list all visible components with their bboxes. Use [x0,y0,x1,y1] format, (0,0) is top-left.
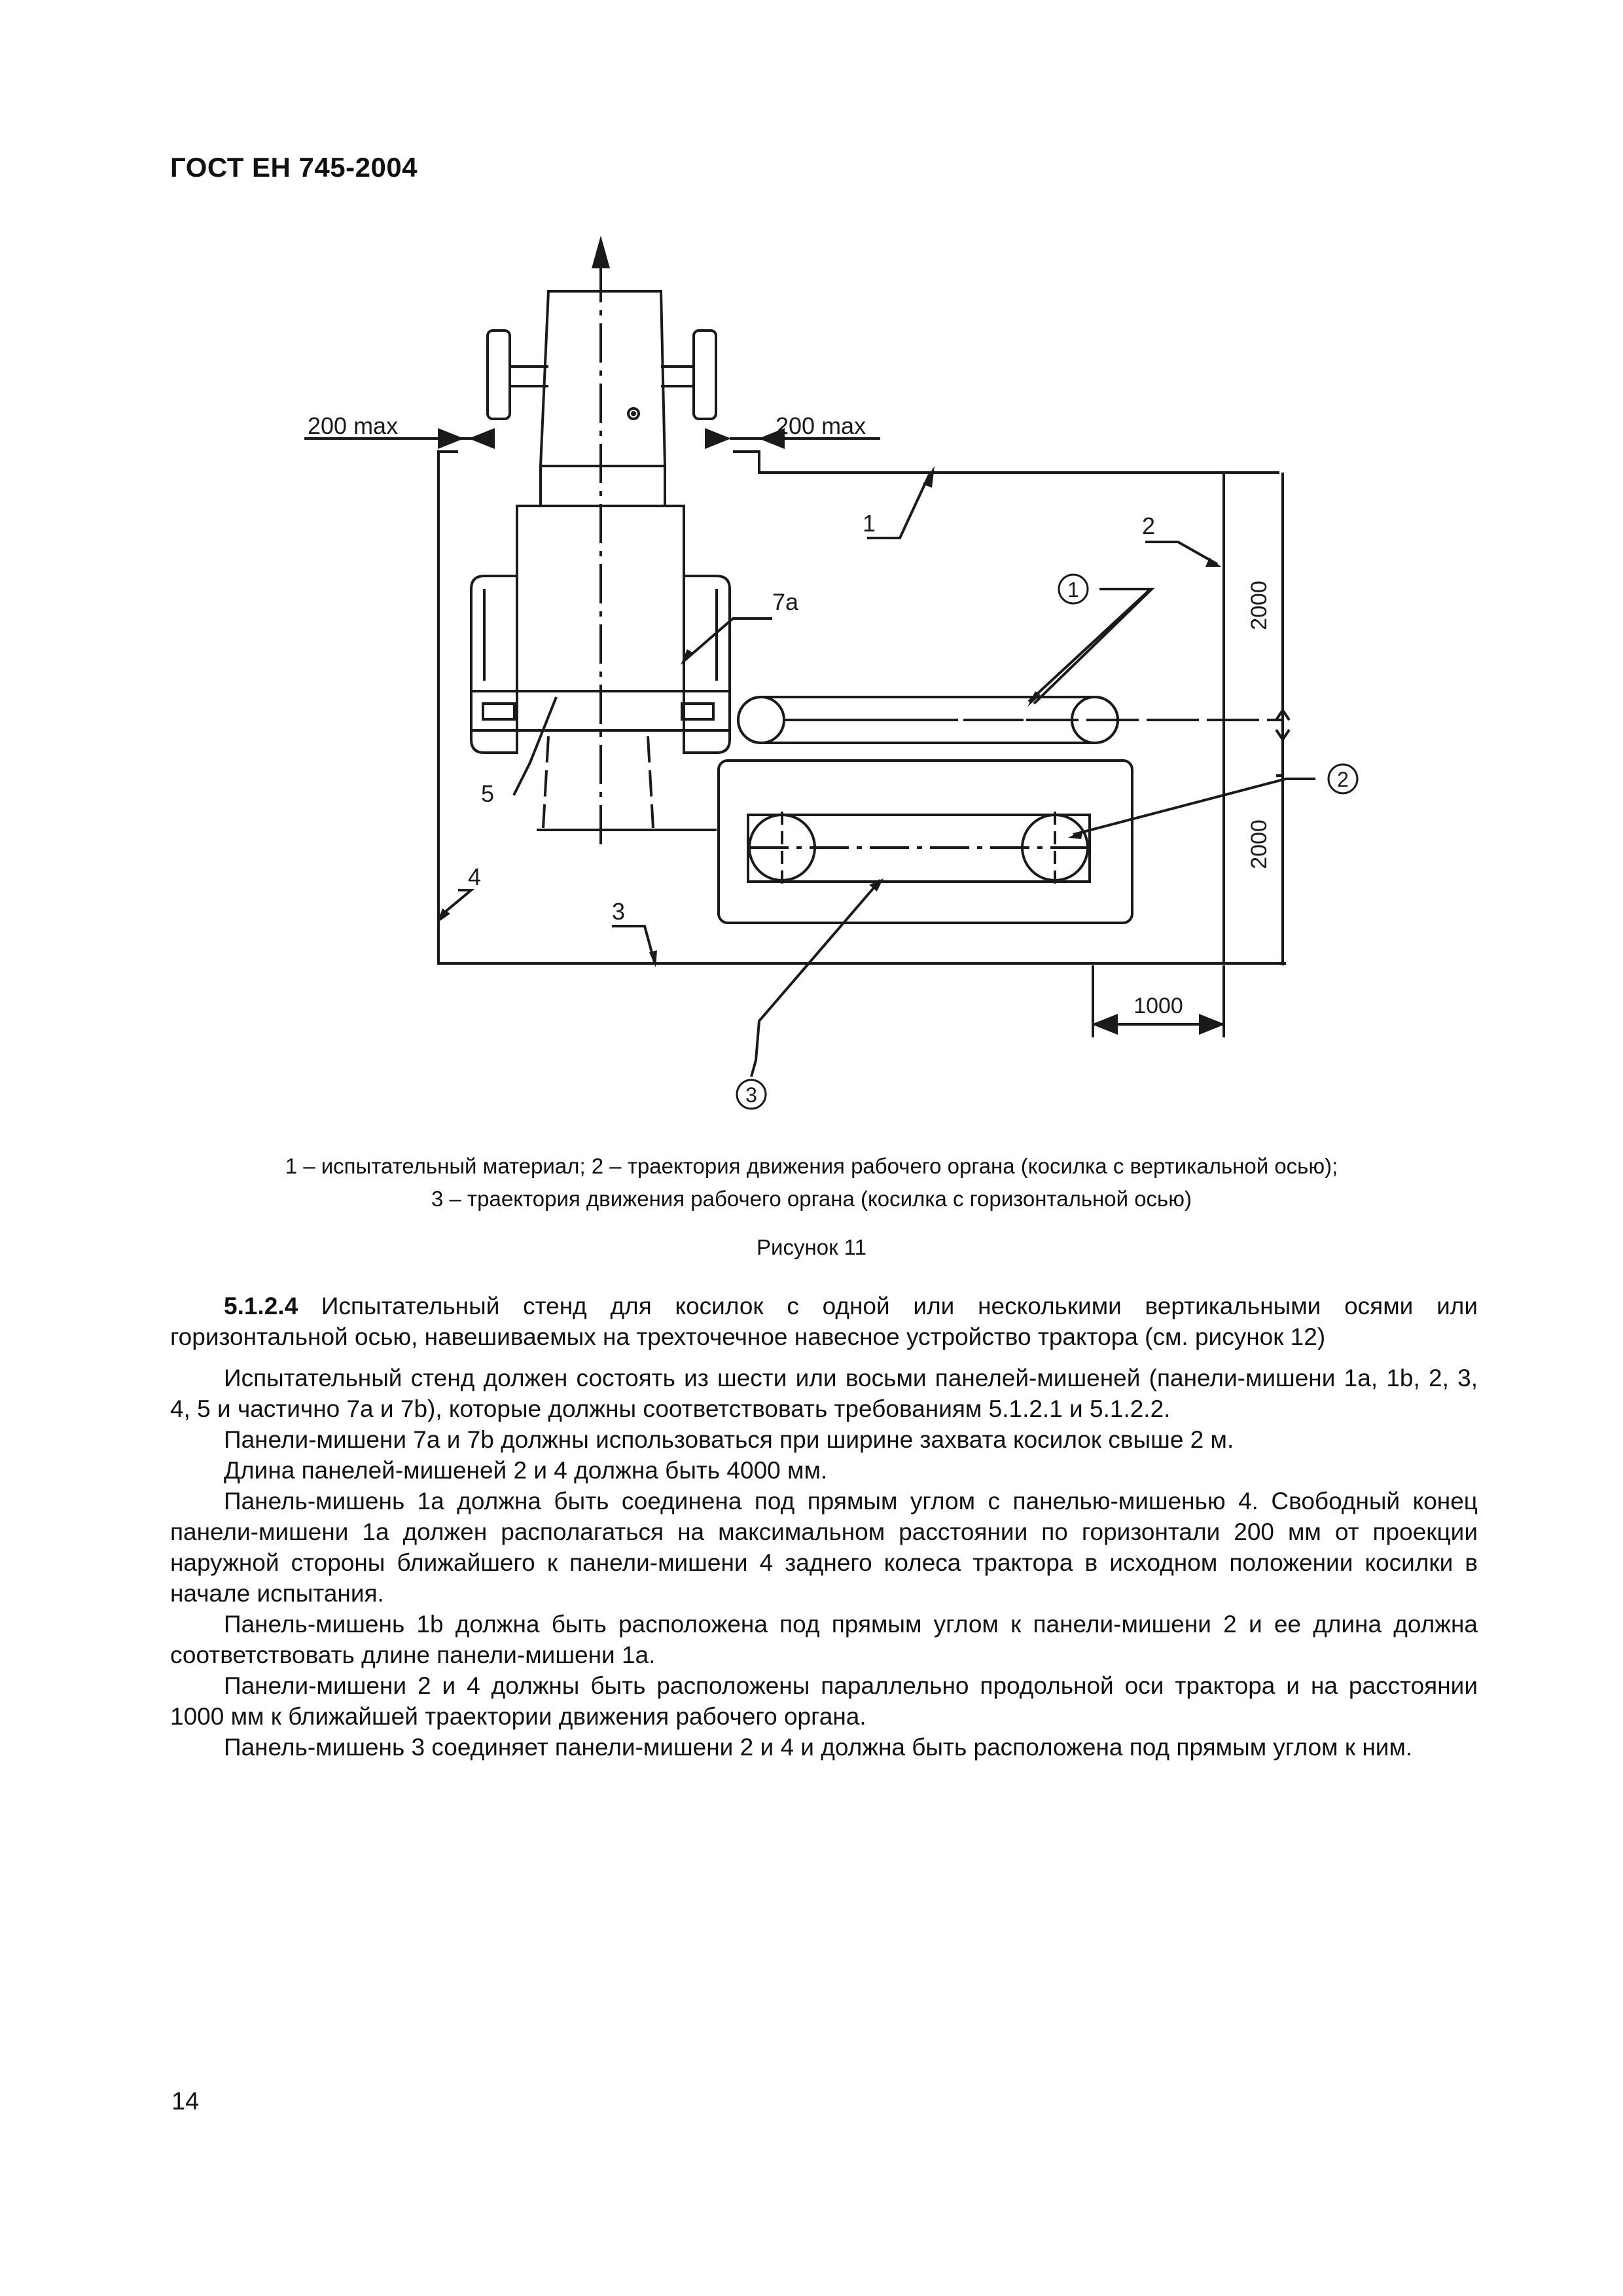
paragraph: Испытательный стенд должен состоять из шести или восьми панелей-мишеней (панели-мишени 1a, 1b, 2, 3, 4, 5 и частично 7a и 7b), которые должны соответствовать требованиям 5.1.2.1 и 5.1.2.2. [170,1365,1478,1422]
paragraph: Панели-мишени 7a и 7b должны использоваться при ширине захвата косилок свыше 2 м. [224,1426,1234,1453]
front-wheel-left [488,331,510,419]
target-panel-4 [438,452,1224,963]
rear-wheel-right [684,576,730,753]
figure-caption-line-2: 3 – траектория движения рабочего органа (косилка с горизонтальной осью) [431,1187,1192,1211]
label-2: 2 [1142,512,1156,539]
marker-circle-1-label: 1 [1067,578,1079,601]
rear-wheel-left [471,576,517,753]
paragraph: Панели-мишени 2 и 4 должны быть расположены параллельно продольной оси трактора и на расстоянии 1000 мм к ближайшей траектории движения рабочего органа. [170,1672,1478,1730]
section-intro-text: Испытательный стенд для косилок с одной или несколькими вертикальными осями или горизонтальной осью, навешиваемых на трехточечное навесное устройство трактора (см. рисунок 12) [170,1293,1478,1350]
paragraph: Панель-мишень 3 соединяет панели-мишени 2 и 4 и должна быть расположена под прямым углом к ним. [224,1734,1413,1761]
tractor-hood [541,291,665,466]
figure-caption-line-1: 1 – испытательный материал; 2 – траектория движения рабочего органа (косилка с вертикальной осью); [285,1154,1338,1178]
label-1000: 1000 [1133,994,1183,1018]
paragraph: Панель-мишень 1a должна быть соединена под прямым углом с панелью-мишенью 4. Свободный конец панели-мишени 1a должен располагаться на максимальном расстоянии по горизонтали 200 мм от проекции наружной стороны ближайшего к панели-мишени 4 заднего колеса трактора в исходном положении косилки в начале испытания. [170,1488,1478,1607]
label-1: 1 [863,510,876,537]
section-number: 5.1.2.4 [224,1293,298,1319]
figure-title: Рисунок 11 [757,1235,866,1259]
mower-path-horizontal-outer [719,761,1132,923]
marker-circle-3-label: 3 [745,1083,757,1107]
label-3: 3 [612,898,626,925]
front-wheel-right [694,331,716,419]
section-intro-paragraph [170,1291,1478,1352]
label-200max-right: 200 max [776,412,866,439]
label-2000-upper: 2000 [1247,581,1272,630]
marker-circle-2-label: 2 [1337,768,1349,791]
paragraph: Панель-мишень 1b должна быть расположена под прямым углом к панели-мишени 2 и ее длина должна соответствовать длине панели-мишени 1a. [170,1611,1478,1668]
label-4: 4 [468,863,482,890]
label-2000-lower: 2000 [1247,819,1272,869]
label-7a: 7a [772,588,799,615]
label-5: 5 [481,780,495,807]
document-header: ГОСТ ЕН 745-2004 [170,152,418,183]
paragraph: Длина панелей-мишеней 2 и 4 должна быть 4000 мм. [224,1457,828,1484]
page-number: 14 [171,2088,200,2115]
label-200max-left: 200 max [308,412,399,439]
section-body [170,1291,1478,1763]
